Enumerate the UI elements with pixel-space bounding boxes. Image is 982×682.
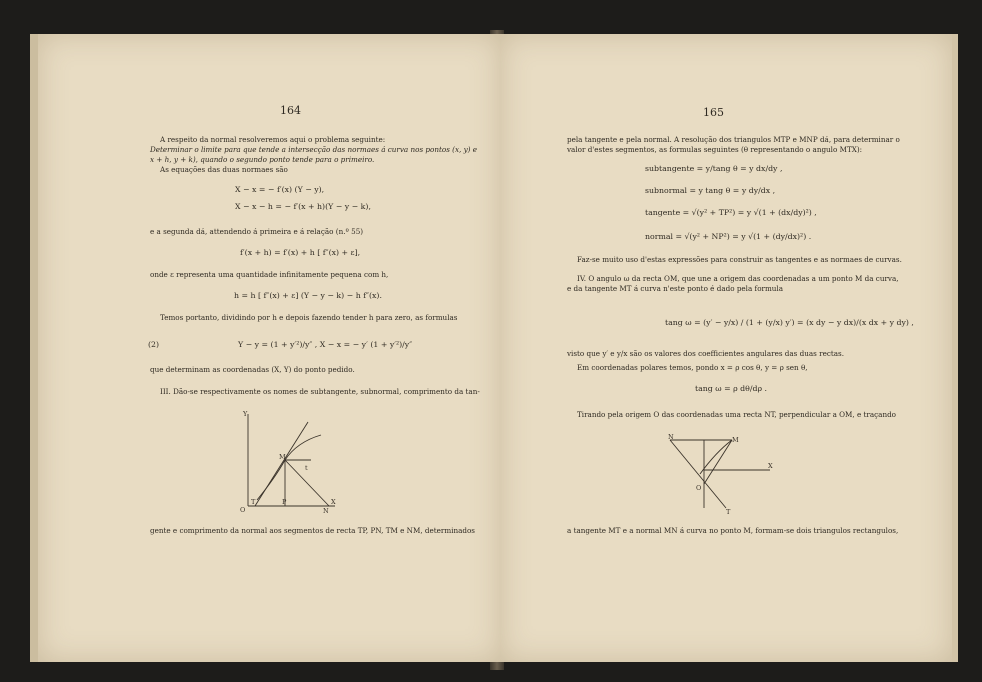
figure-label: N <box>323 507 329 515</box>
equation-number: (2) <box>148 340 160 349</box>
text-line: que determinam as coordenadas (X, Y) do ponto pedido. <box>150 365 355 374</box>
text-line: IV. O angulo ω da recta OM, que une a origem das coordenadas a um ponto M da curva, <box>577 274 899 283</box>
page-number: 164 <box>280 104 301 117</box>
equation: Y − y = (1 + y′²)/y″ , X − x = − y′ (1 + y′²)/y″ <box>238 340 413 349</box>
text-line: As equações das duas normaes são <box>160 165 288 174</box>
equation: X − x − h = − f′(x + h)(Y − y − k), <box>235 202 371 211</box>
text-line: III. Dão-se respectivamente os nomes de subtangente, subnormal, comprimento da tan- <box>160 387 480 396</box>
equation: tangente = √(y² + TP²) = y √(1 + (dx/dy)²) , <box>645 208 817 217</box>
equation: X − x = − f′(x) (Y − y), <box>235 185 325 194</box>
left-page <box>30 34 501 662</box>
text-line: Faz-se muito uso d'estas expressões para construir as tangentes e as normaes de curvas. <box>577 255 902 264</box>
equation: h = h [ f″(x) + ε] (Y − y − k) − h f″(x). <box>234 291 382 300</box>
figure-label: N <box>668 433 674 441</box>
page-number: 165 <box>703 106 724 119</box>
figure-label: Y <box>243 410 248 418</box>
equation: tang ω = (y′ − y/x) / (1 + (y/x) y′) = (x dy − y dx)/(x dx + y dy) , <box>665 318 914 327</box>
figure-label: X <box>768 462 773 470</box>
equation: tang ω = ρ dθ/dρ . <box>695 384 768 393</box>
equation: subnormal = y tang θ = y dy/dx , <box>645 186 776 195</box>
figure-label: M <box>732 436 739 444</box>
text-line: Em coordenadas polares temos, pondo x = ρ cos θ, y = ρ sen θ, <box>577 363 808 372</box>
figure-label: P <box>282 498 287 506</box>
polar-angle-figure <box>660 434 780 514</box>
text-line: Tirando pela origem O das coordenadas uma recta NT, perpendicular a OM, e traçando <box>577 410 896 419</box>
equation: f′(x + h) = f′(x) + h [ f″(x) + ε], <box>240 248 361 257</box>
figure-label: T <box>726 508 731 516</box>
figure-label: T <box>251 498 256 506</box>
figure-label: O <box>696 484 702 492</box>
text-line: Determinar o limite para que tende a intersecção das normaes á curva nos pontos (x, y) e <box>150 145 478 154</box>
text-line: gente e comprimento da normal aos segmentos de recta TP, PN, TM e NM, determinados <box>150 526 475 535</box>
text-line: pela tangente e pela normal. A resolução dos triangulos MTP e MNP dá, para determinar o <box>567 135 900 144</box>
text-line: Temos portanto, dividindo por h e depois fazendo tender h para zero, as formulas <box>160 313 458 322</box>
figure-label: t <box>305 464 308 472</box>
figure-label: M <box>279 453 286 461</box>
text-line: e a segunda dá, attendendo á primeira e á relação (n.º 55) <box>150 227 364 236</box>
equation: normal = √(y² + NP²) = y √(1 + (dy/dx)²) . <box>645 232 812 241</box>
right-page <box>500 34 958 662</box>
text-line: a tangente MT e a normal MN á curva no ponto M, formam-se dois triangulos rectangulos, <box>567 526 899 535</box>
tangent-normal-figure <box>233 410 343 515</box>
figure-label: X <box>331 498 336 506</box>
text-line: A respeito da normal resolveremos aqui o problema seguinte: <box>160 135 386 144</box>
text-line: e da tangente MT á curva n'este ponto é dado pela formula <box>567 284 783 293</box>
text-line: x + h, y + k), quando o segundo ponto tende para o primeiro. <box>150 155 375 164</box>
text-line: onde ε representa uma quantidade infinitamente pequena com h, <box>150 270 389 279</box>
equation: subtangente = y/tang θ = y dx/dy , <box>645 164 783 173</box>
figure-label: O <box>240 506 246 514</box>
text-line: visto que y′ e y/x são os valores dos coefficientes angulares das duas rectas. <box>567 349 845 358</box>
text-line: valor d'estes segmentos, as formulas seguintes (θ representando o angulo MTX): <box>567 145 863 154</box>
